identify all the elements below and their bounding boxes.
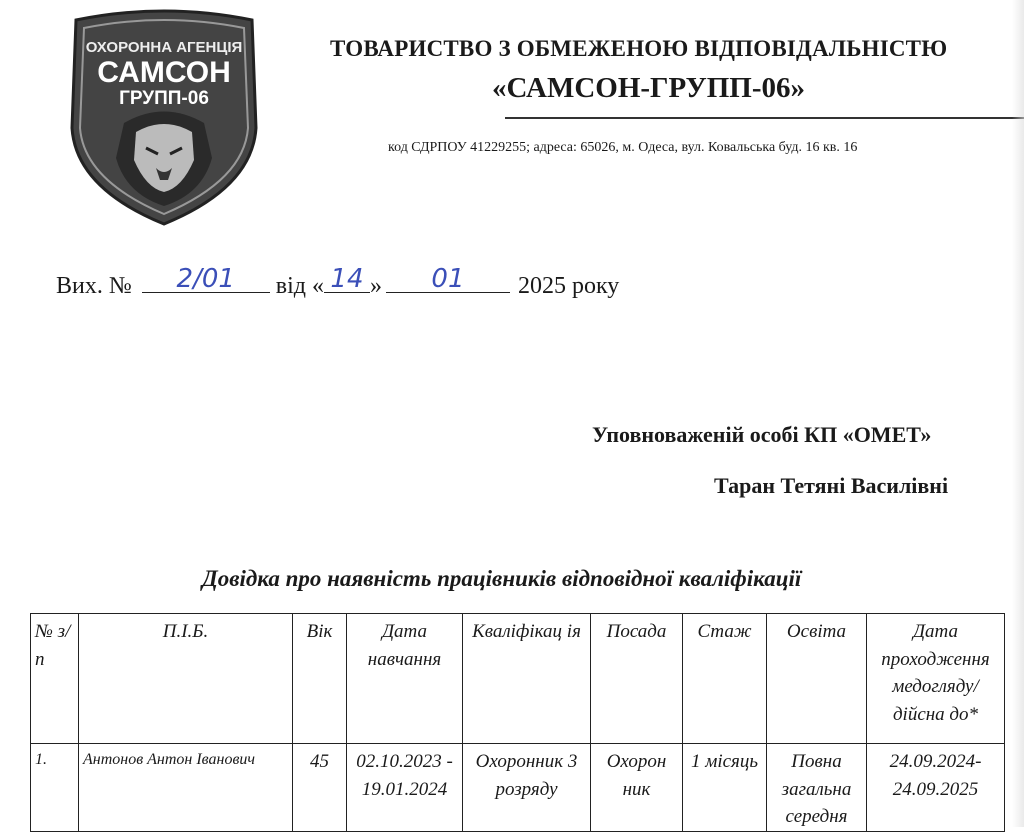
cell-training-date: 02.10.2023 - 19.01.2024 — [347, 744, 463, 832]
header-training-date: Дата навчання — [347, 614, 463, 744]
document-title: Довідка про наявність працівників відповідної кваліфікації — [202, 566, 802, 591]
cell-position: Охорон ник — [591, 744, 683, 832]
outgoing-month-field — [386, 264, 510, 294]
outgoing-day-handwritten: 14 — [330, 264, 364, 294]
header-divider — [505, 117, 1024, 119]
cell-medical-check: 24.09.2024- 24.09.2025 — [867, 744, 1005, 832]
outgoing-close-quote: » — [369, 273, 382, 299]
recipient-position: Уповноваженій особі КП «ОМЕТ» — [592, 422, 932, 447]
outgoing-month-handwritten: 01 — [431, 264, 465, 294]
header-age: Вік — [293, 614, 347, 744]
outgoing-number-field — [142, 264, 270, 294]
outgoing-day-field — [324, 264, 370, 294]
header-name: П.І.Б. — [79, 614, 293, 744]
outgoing-number-line — [56, 264, 620, 300]
outgoing-year: 2025 року — [517, 273, 620, 299]
cell-qualification: Охоронник 3 розряду — [463, 744, 591, 832]
header-position: Посада — [591, 614, 683, 744]
company-name: «САМСОН-ГРУПП-06» — [492, 72, 806, 104]
logo-sub: ГРУПП-06 — [119, 88, 209, 109]
outgoing-from: від « — [275, 273, 324, 299]
logo-name: САМСОН — [97, 56, 231, 89]
logo-arc-text: ОХОРОННА АГЕНЦІЯ — [85, 39, 243, 56]
outgoing-number-handwritten: 2/01 — [176, 264, 235, 294]
employees-table — [30, 613, 1005, 832]
cell-education: Повна загальна середня — [767, 744, 867, 832]
table-row — [31, 744, 1005, 832]
recipient-name: Таран Тетяні Василівні — [714, 473, 949, 498]
company-address: код СДРПОУ 41229255; адреса: 65026, м. Одеса, вул. Ковальська буд. 16 кв. 16 — [388, 140, 858, 155]
table-header-row — [31, 614, 1005, 744]
company-legal-form: ТОВАРИСТВО З ОБМЕЖЕНОЮ ВІДПОВІДАЛЬНІСТЮ — [330, 36, 948, 61]
cell-number: 1. — [31, 744, 79, 832]
scan-edge-shadow — [1012, 0, 1024, 827]
company-logo — [62, 8, 266, 230]
cell-name: Антонов Антон Іванович — [79, 744, 293, 832]
cell-age: 45 — [293, 744, 347, 832]
header-number: № з/п — [31, 614, 79, 744]
outgoing-prefix: Вих. № — [56, 273, 132, 299]
header-experience: Стаж — [683, 614, 767, 744]
header-medical-check: Дата проходження медогляду/ дійсна до* — [867, 614, 1005, 744]
cell-experience: 1 місяць — [683, 744, 767, 832]
header-qualification: Кваліфікац ія — [463, 614, 591, 744]
header-education: Освіта — [767, 614, 867, 744]
